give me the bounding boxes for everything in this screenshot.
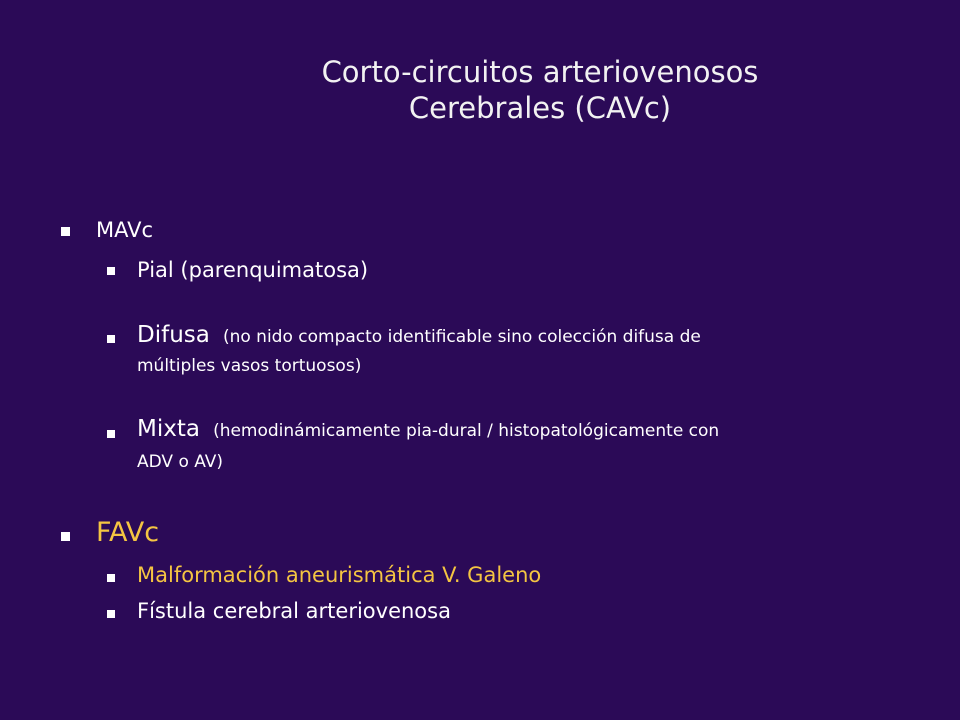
difusa-note-line-2: múltiples vasos tortuosos) — [137, 356, 362, 376]
slide-title-line-2: Cerebrales (CAVc) — [408, 91, 672, 125]
difusa-label: Difusa — [137, 322, 210, 348]
list-item-galeno: Malformación aneurismática V. Galeno — [137, 563, 542, 587]
bullet-square-icon — [107, 267, 115, 275]
list-item-fistula: Fístula cerebral arteriovenosa — [137, 599, 451, 623]
bullet-square-icon — [61, 532, 70, 541]
bullet-square-icon — [107, 574, 115, 582]
list-item-difusa — [137, 322, 701, 348]
slide-title-line-1: Corto-circuitos arteriovenosos — [321, 55, 759, 89]
mixta-label: Mixta — [137, 416, 200, 442]
list-item-mavc: MAVc — [96, 218, 154, 242]
list-item-favc: FAVc — [96, 517, 160, 548]
mixta-note-line-1: (hemodinámicamente pia-dural / histopatológicamente con — [213, 421, 720, 441]
bullet-square-icon — [107, 610, 115, 618]
slide-title — [250, 54, 830, 126]
mixta-note-line-2: ADV o AV) — [137, 452, 224, 472]
list-item-pial: Pial (parenquimatosa) — [137, 258, 369, 282]
difusa-note-line-1: (no nido compacto identificable sino colección difusa de — [222, 327, 701, 347]
bullet-square-icon — [107, 335, 115, 343]
list-item-mixta — [137, 416, 719, 442]
bullet-square-icon — [61, 227, 70, 236]
bullet-square-icon — [107, 430, 115, 438]
